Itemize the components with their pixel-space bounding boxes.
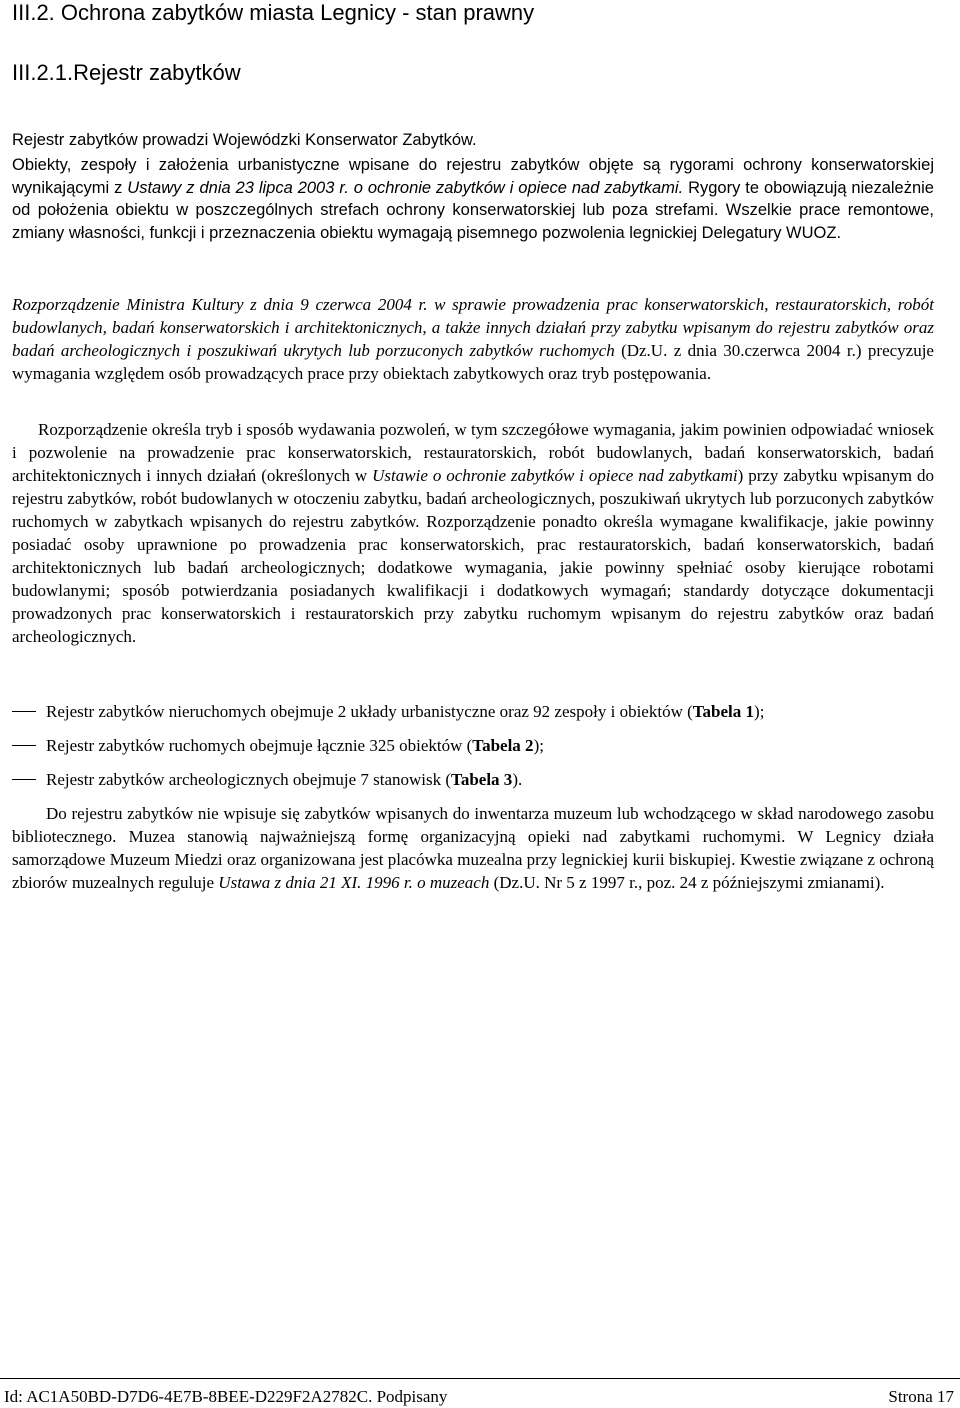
paragraph-museums [12, 802, 934, 894]
list-item-end: ); [754, 702, 765, 721]
list-item-text: Rejestr zabytków ruchomych obejmuje łącznie 325 obiektów ( [46, 736, 473, 755]
list-item-text: Rejestr zabytków archeologicznych obejmuje 7 stanowisk ( [46, 770, 452, 789]
dash-bullet-icon [12, 700, 46, 723]
dash-bullet-icon [12, 734, 46, 757]
list-item [12, 734, 942, 768]
section-heading: III.2. Ochrona zabytków miasta Legnicy - stan prawny [12, 0, 535, 25]
list-item-end: ). [512, 770, 523, 789]
paragraph-text: ) przy zabytku wpisanym do rejestru zabytków, robót budowlanych w otoczeniu zabytku, badań archeologicznych, poszukiwań ukrytych lub porzuconych zabytków ruchomych w zabytkach wpisanych do rejestru zabytków. Rozporządzenie ponadto określa wymagane kwalifikacje, jakie powinny posiadać osoby uprawnione po prowadzenia prac konserwatorskich, prac restauratorskich, badań konserwatorskich, badań architektonicznych lub badań archeologicznych; dodatkowe wymagania, jakie powinny spełniać osoby kierujące robotami budowlanymi; sposób potwierdzania posiadanych kwalifikacji i dodatkowych wymagań; standardy dotyczące dokumentacji prowadzonych prac konserwatorskich i restauratorskich przy zabytku ruchomym wpisanym do rejestru zabytków oraz badań archeologicznych. [12, 466, 934, 646]
list-item [12, 700, 942, 734]
paragraph-regulation [12, 293, 934, 385]
paragraph-protection-rules [12, 154, 934, 244]
regulation-title: Rozporządzenie Ministra Kultury z dnia 9 czerwca 2004 r. w sprawie prowadzenia prac konserwatorskich, restauratorskich, robót budowlanych, badań konserwatorskich i architektonicznych, a także innych działań przy zabytku wpisanym do rejestru zabytków oraz badań archeologicznych i poszukiwań ukrytych lub porzuconych zabytków ruchomych [12, 295, 934, 360]
paragraph-text: Obiekty, zespoły i założenia urbanistyczne wpisane do rejestru zabytków objęte są rygorami ochrony konserwatorskiej wynikającymi z [12, 156, 934, 197]
table-reference: Tabela 2 [472, 736, 534, 755]
subsection-heading: III.2.1.Rejestr zabytków [12, 60, 241, 85]
dash-bullet-icon [12, 768, 46, 791]
paragraph-regulation-scope [12, 418, 934, 648]
register-list [12, 700, 942, 802]
paragraph-register-keeper: Rejestr zabytków prowadzi Wojewódzki Konserwator Zabytków. [12, 131, 477, 149]
table-reference: Tabela 3 [451, 770, 513, 789]
paragraph-text: (Dz.U. z dnia 30.czerwca 2004 r.) precyzuje wymagania względem osób prowadzących prace przy obiektach zabytkowych oraz tryb postępowania. [12, 341, 934, 383]
list-item-text: Rejestr zabytków nieruchomych obejmuje 2 układy urbanistyczne oraz 92 zespoły i obiektów ( [46, 702, 693, 721]
paragraph-text: Rygory te obowiązują niezależnie od położenia obiektu w poszczególnych strefach ochrony konserwatorskiej lub poza strefami. Wszelkie prace remontowe, zmiany własności, funkcji i przeznaczenia obiektu wymagają pisemnego pozwolenia legnickiej Delegatury WUOZ. [12, 178, 934, 242]
footer-divider [0, 1378, 960, 1379]
page-number: Strona 17 [888, 1387, 954, 1406]
statute-reference: Ustawa z dnia 21 XI. 1996 r. o muzeach [218, 873, 490, 892]
statute-reference: Ustawy z dnia 23 lipca 2003 r. o ochronie zabytków i opiece nad zabytkami. [127, 178, 684, 197]
paragraph-text: Rozporządzenie określa tryb i sposób wydawania pozwoleń, w tym szczegółowe wymagania, jakim powinien odpowiadać wniosek i pozwolenie na prowadzenie prac konserwatorskich, restauratorskich, robót budowlanych, badań konserwatorskich, badań architektonicznych i innych działań (określonych w [12, 420, 934, 485]
table-reference: Tabela 1 [692, 702, 755, 721]
statute-reference: Ustawie o ochronie zabytków i opiece nad zabytkami [372, 466, 738, 485]
document-id: Id: AC1A50BD-D7D6-4E7B-8BEE-D229F2A2782C. Podpisany [4, 1387, 448, 1406]
list-item [12, 768, 942, 802]
list-item-end: ); [533, 736, 544, 755]
paragraph-text: Do rejestru zabytków nie wpisuje się zabytków wpisanych do inwentarza muzeum lub wchodzącego w skład narodowego zasobu bibliotecznego. Muzea stanowią najważniejszą formę organizacyjną opieki nad zabytkami ruchomymi. W Legnicy działa samorządowe Muzeum Miedzi oraz organizowana jest placówka muzealna przy legnickiej kurii biskupiej. Kwestie związane z ochroną zbiorów muzealnych reguluje [12, 804, 934, 892]
paragraph-text: (Dz.U. Nr 5 z 1997 r., poz. 24 z późniejszymi zmianami). [489, 873, 885, 892]
